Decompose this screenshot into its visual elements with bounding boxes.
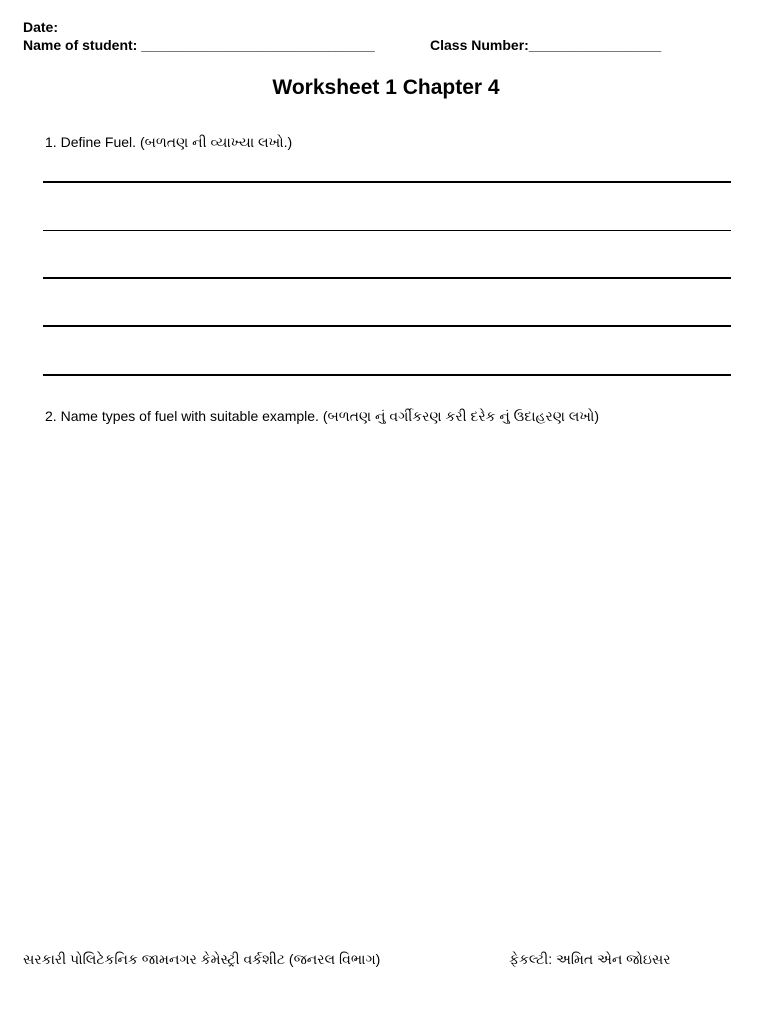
footer-institution: સરકારી પોલિટેકનિક જામનગર કેમેસ્ટ્રી વર્કશીટ (જનરલ વિભાગ) [23,951,381,967]
footer-faculty: ફેકલ્ટી: અમિત એન જોઇસર [509,951,671,967]
question-1-text: Define Fuel. (બળતણ ની વ્યાખ્યા લખો.) [60,134,293,150]
class-number-blank: _________________ [528,37,662,53]
page-title: Worksheet 1 Chapter 4 [272,76,500,99]
answer-line-3 [43,277,731,279]
answer-line-5 [43,374,731,376]
class-number-label: Class Number: [430,37,529,53]
answer-line-4 [43,325,731,327]
student-name-blank: ______________________________ [141,37,375,53]
answer-line-2 [43,230,731,231]
question-1-number: 1. [45,134,57,150]
answer-line-1 [43,181,731,183]
student-name-label: Name of student: [23,37,138,53]
date-label: Date: [23,19,59,35]
question-2-text: Name types of fuel with suitable example. (બળતણ નું વર્ગીકરણ કરી દરેક નું ઉદાહરણ લખો) [60,408,600,424]
question-1 [45,133,292,151]
question-2 [45,407,599,425]
class-number-field [430,37,661,53]
student-name-field [23,37,375,53]
question-2-number: 2. [45,408,57,424]
